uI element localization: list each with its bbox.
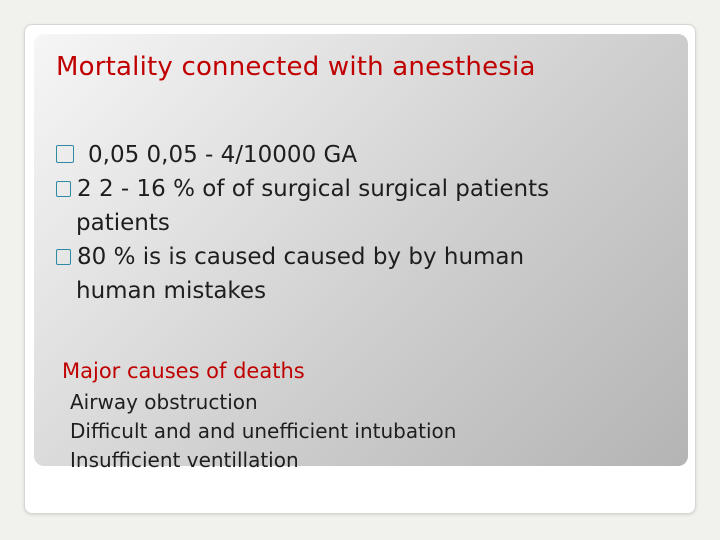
slide-title: Mortality connected with anesthesia <box>56 52 536 82</box>
bullet-item <box>56 138 696 172</box>
bullet-continuation: human mistakes <box>76 278 267 304</box>
bullet-list <box>56 138 696 308</box>
cause-item: Difficult and and unefficient intubation <box>70 419 457 443</box>
square-bullet-icon <box>56 181 71 197</box>
bullet-text: 0,05 0,05 - 4/10000 GA <box>88 142 358 168</box>
cause-item: Insufficient ventillation <box>70 448 299 472</box>
square-bullet-icon <box>56 249 71 265</box>
bullet-item <box>56 172 696 206</box>
cause-item: Airway obstruction <box>70 390 258 414</box>
bullet-text: 2 2 - 16 % of of surgical surgical patients <box>77 176 550 202</box>
bullet-continuation: patients <box>76 210 170 236</box>
bullet-item <box>56 240 696 274</box>
causes-heading: Major causes of deaths <box>62 359 305 383</box>
bullet-text: 80 % is is caused caused by by human <box>77 244 525 270</box>
square-bullet-icon <box>56 145 74 163</box>
causes-list <box>70 388 456 475</box>
